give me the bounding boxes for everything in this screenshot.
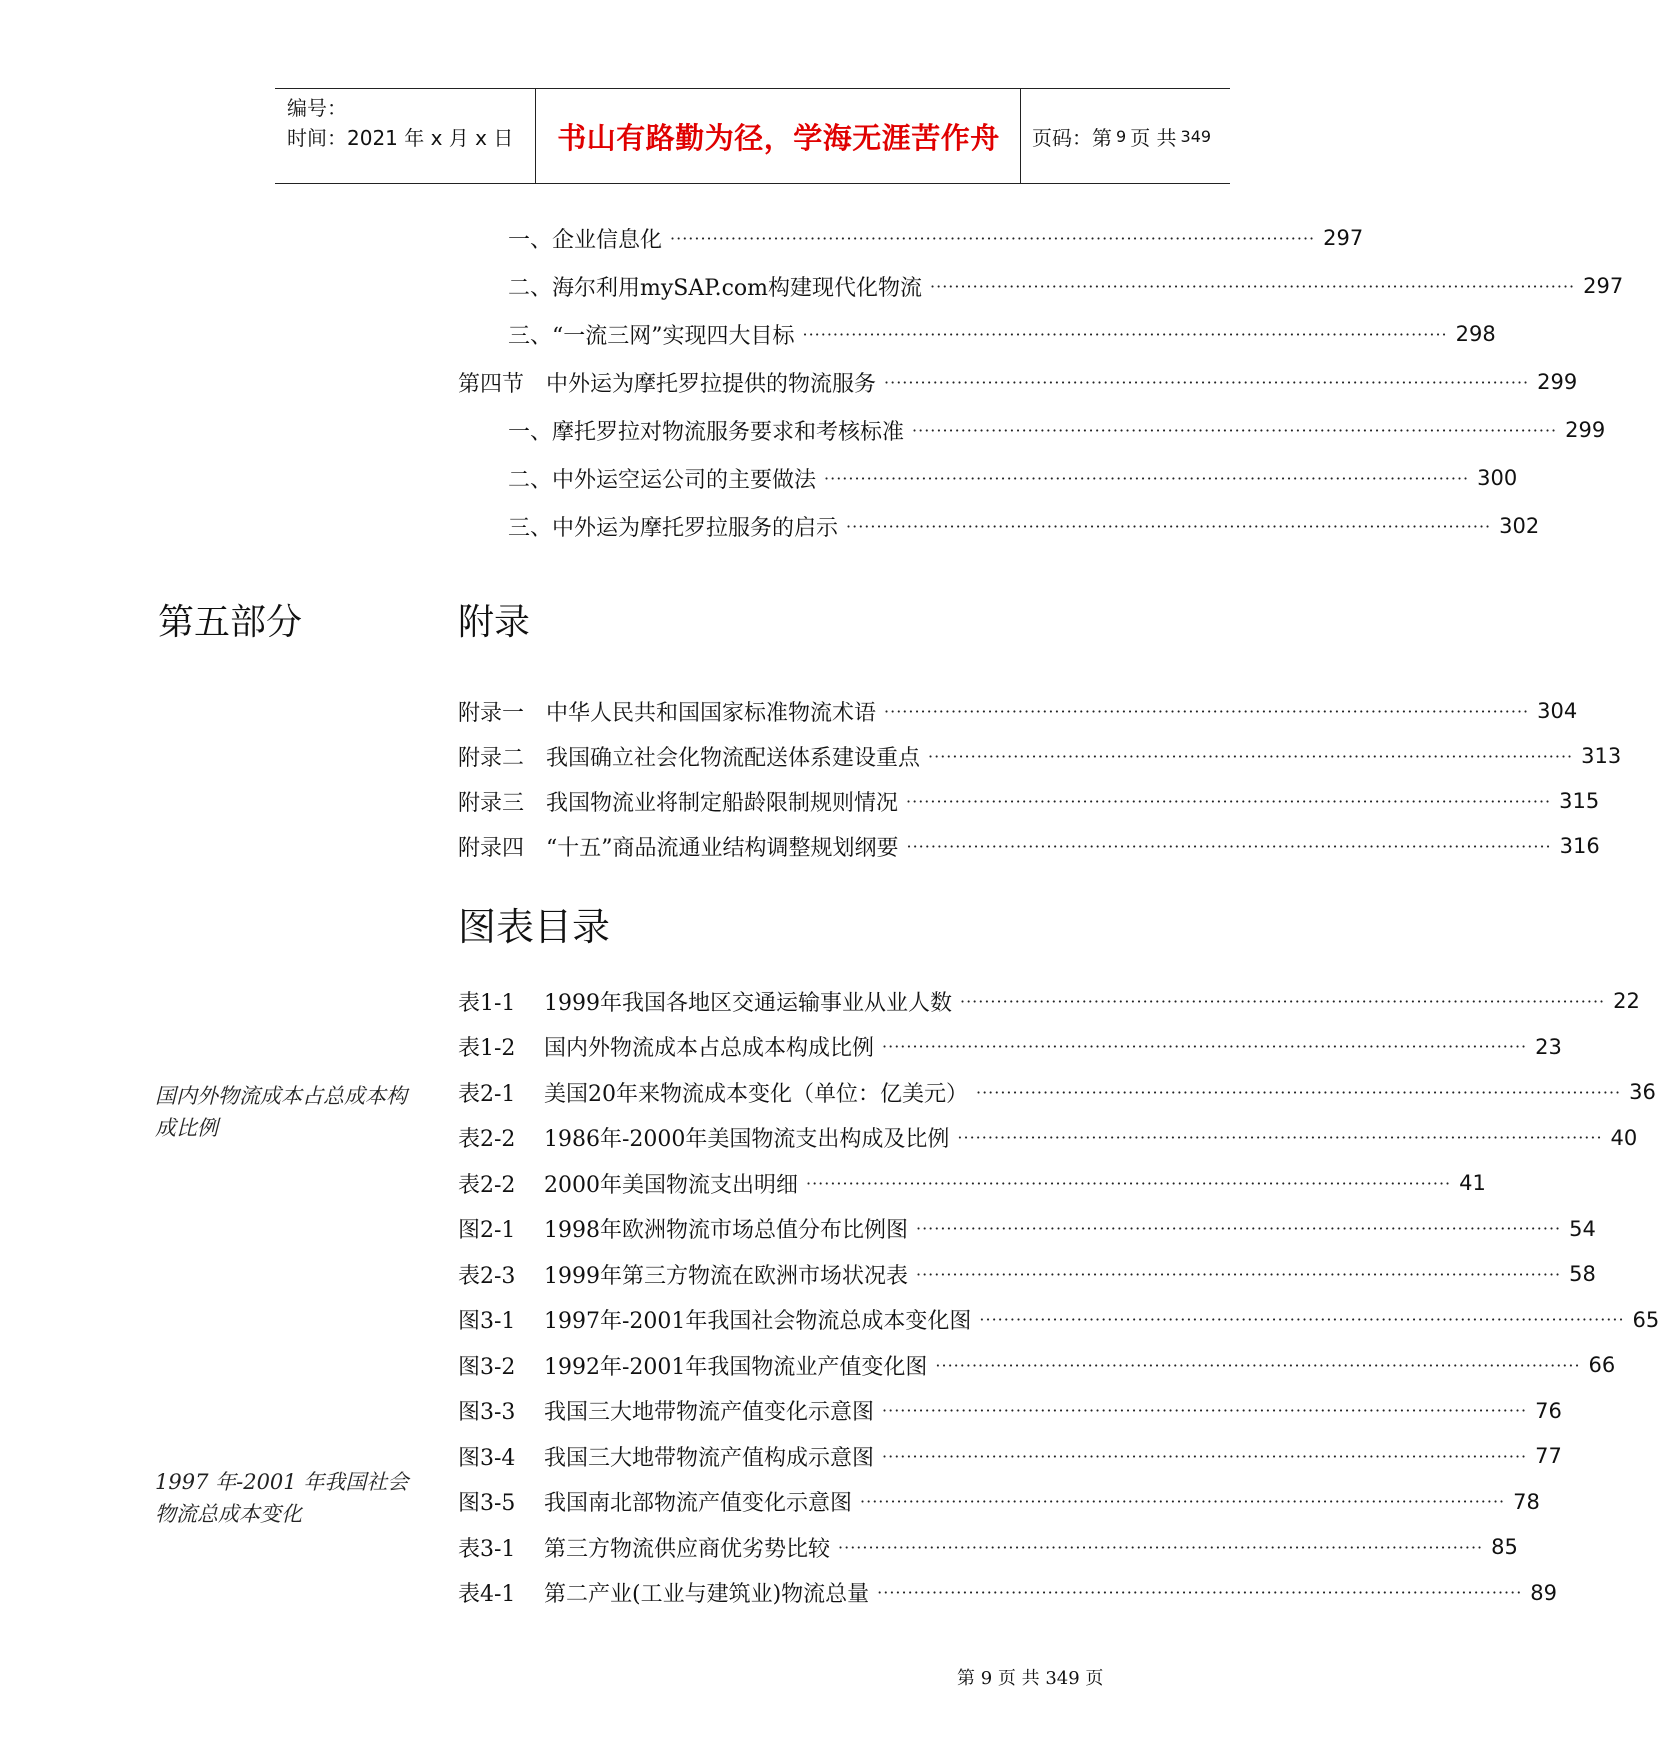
toc-leader: ·········································································································· xyxy=(824,468,1470,488)
figures-title: 图表目录 xyxy=(458,905,611,949)
toc-leader: ·········································································································· xyxy=(960,991,1606,1011)
margin-note: 国内外物流成本占总成本构成比例 xyxy=(155,1084,407,1140)
toc-entry[interactable] xyxy=(508,509,1540,543)
figure-label: 1986年-2000年美国物流支出构成及比例 xyxy=(544,1127,950,1152)
toc-leader: ·········································································································· xyxy=(806,1173,1452,1193)
figure-entry[interactable] xyxy=(458,1212,1596,1246)
appendix-entry-label: 附录三 我国物流业将制定船龄限制规则情况 xyxy=(458,790,899,816)
figure-entry[interactable] xyxy=(458,1166,1486,1200)
toc-entry-label: 一、企业信息化 xyxy=(508,227,663,253)
figure-code: 图3-1 xyxy=(458,1309,516,1334)
figure-page: 23 xyxy=(1535,1034,1562,1059)
toc-entry-label: 二、海尔利用mySAP.com构建现代化物流 xyxy=(508,275,923,301)
figure-code: 图3-3 xyxy=(458,1400,516,1425)
figure-label: 美国20年来物流成本变化（单位：亿美元） xyxy=(544,1081,968,1107)
toc-leader: ·········································································································· xyxy=(838,1537,1484,1557)
figure-code: 表4-1 xyxy=(458,1582,516,1607)
toc-entry-page: 299 xyxy=(1537,370,1578,394)
figure-page: 40 xyxy=(1610,1125,1638,1150)
toc-leader: ·········································································································· xyxy=(860,1492,1506,1511)
toc-entry-label: 第四节 中外运为摩托罗拉提供的物流服务 xyxy=(458,371,877,397)
toc-leader: ·········································································································· xyxy=(884,701,1530,721)
figure-label: 1992年-2001年我国物流业产值变化图 xyxy=(544,1354,928,1380)
toc-leader: ·········································································································· xyxy=(877,1583,1523,1602)
appendix-entry[interactable] xyxy=(458,694,1578,728)
figure-label: 第二产业(工业与建筑业)物流总量 xyxy=(544,1582,870,1607)
toc-leader: ·········································································································· xyxy=(882,1037,1528,1056)
figure-label: 我国三大地带物流产值构成示意图 xyxy=(544,1445,875,1471)
figure-code: 表1-2 xyxy=(458,1036,516,1061)
toc-leader: ·········································································································· xyxy=(906,836,1552,856)
figure-entry[interactable] xyxy=(458,1075,1656,1109)
figure-entry[interactable] xyxy=(458,1257,1596,1291)
header-divider xyxy=(1020,89,1021,183)
page-header xyxy=(275,88,1230,184)
figure-page: 66 xyxy=(1588,1353,1616,1377)
toc-leader: ·········································································································· xyxy=(882,1446,1528,1466)
page-footer: 第 9 页 共 349 页 xyxy=(957,1668,1104,1689)
toc-leader: ·········································································································· xyxy=(882,1401,1528,1420)
toc-entry[interactable] xyxy=(508,461,1518,495)
appendix-entry-label: 附录一 中华人民共和国国家标准物流术语 xyxy=(458,700,877,726)
toc-leader: ·········································································································· xyxy=(884,372,1530,392)
toc-entry[interactable] xyxy=(458,365,1578,399)
figure-page: 41 xyxy=(1459,1171,1486,1195)
figure-entry[interactable] xyxy=(458,1394,1562,1428)
figure-label: 1999年第三方物流在欧洲市场状况表 xyxy=(544,1263,908,1289)
figure-label: 第三方物流供应商优劣势比较 xyxy=(544,1536,831,1562)
toc-leader: ·········································································································· xyxy=(906,791,1552,811)
figure-code: 表2-3 xyxy=(458,1263,516,1289)
toc-leader: ·········································································································· xyxy=(930,276,1576,296)
figure-entry[interactable] xyxy=(458,1576,1558,1610)
appendix-entry-label: 附录二 我国确立社会化物流配送体系建设重点 xyxy=(458,745,921,771)
header-meta xyxy=(287,93,527,153)
figure-code: 表1-1 xyxy=(458,990,516,1016)
margin-note: 1997 年-2001 年我国社会物流总成本变化 xyxy=(155,1470,409,1526)
figure-entry[interactable] xyxy=(458,1485,1540,1519)
figure-code: 图3-2 xyxy=(458,1354,516,1380)
header-page-num: 9 xyxy=(1116,126,1127,146)
figure-code: 图3-5 xyxy=(458,1491,516,1516)
part-label: 第五部分 xyxy=(158,602,303,643)
figure-entry[interactable] xyxy=(458,1030,1562,1064)
toc-entry-page: 297 xyxy=(1323,226,1364,250)
header-page-total: 349 xyxy=(1180,126,1212,146)
figure-code: 图2-1 xyxy=(458,1218,516,1243)
toc-entry-page: 300 xyxy=(1477,466,1518,490)
toc-entry-page: 299 xyxy=(1565,418,1606,442)
toc-leader: ·········································································································· xyxy=(957,1128,1603,1147)
appendix-entry-page: 315 xyxy=(1559,789,1600,813)
toc-leader: ·········································································································· xyxy=(916,1264,1562,1284)
toc-entry-label: 三、“一流三网”实现四大目标 xyxy=(508,323,795,349)
figure-page: 76 xyxy=(1535,1398,1562,1423)
header-page-info xyxy=(1032,89,1230,183)
figure-page: 78 xyxy=(1513,1489,1540,1514)
toc-leader: ·········································································································· xyxy=(916,1219,1562,1238)
figure-code: 表2-2 xyxy=(458,1127,516,1152)
figure-code: 表2-2 xyxy=(458,1172,516,1198)
toc-entry-page: 297 xyxy=(1583,274,1624,298)
toc-leader: ·········································································································· xyxy=(912,420,1558,440)
appendix-entry[interactable] xyxy=(458,829,1600,863)
figure-label: 2000年美国物流支出明细 xyxy=(544,1172,798,1198)
figure-entry[interactable] xyxy=(458,1121,1638,1155)
appendix-entry[interactable] xyxy=(458,739,1622,773)
appendix-entry-label: 附录四 “十五”商品流通业结构调整规划纲要 xyxy=(458,835,899,861)
appendix-entry[interactable] xyxy=(458,784,1600,818)
toc-entry[interactable] xyxy=(508,317,1496,351)
appendix-entry-page: 316 xyxy=(1559,834,1600,858)
toc-entry[interactable] xyxy=(508,269,1624,303)
figure-label: 我国南北部物流产值变化示意图 xyxy=(544,1491,853,1516)
figure-page: 65 xyxy=(1632,1307,1659,1332)
appendix-entry-page: 313 xyxy=(1581,744,1622,768)
figure-code: 表2-1 xyxy=(458,1081,516,1107)
header-page-prefix: 页码：第 xyxy=(1032,125,1112,150)
toc-entry-label: 三、中外运为摩托罗拉服务的启示 xyxy=(508,515,839,541)
figure-entry[interactable] xyxy=(458,1303,1659,1337)
figure-page: 54 xyxy=(1569,1216,1596,1241)
toc-leader: ·········································································································· xyxy=(670,228,1316,248)
figure-code: 表3-1 xyxy=(458,1536,516,1562)
figure-page: 77 xyxy=(1535,1444,1562,1468)
toc-leader: ·········································································································· xyxy=(846,516,1492,536)
toc-entry[interactable] xyxy=(508,413,1606,447)
header-divider xyxy=(535,89,536,183)
figure-label: 1998年欧洲物流市场总值分布比例图 xyxy=(544,1218,908,1243)
toc-leader: ·········································································································· xyxy=(976,1082,1622,1102)
toc-leader: ·········································································································· xyxy=(802,324,1448,344)
toc-entry[interactable] xyxy=(508,221,1364,255)
figure-label: 我国三大地带物流产值变化示意图 xyxy=(544,1400,875,1425)
figure-page: 36 xyxy=(1629,1080,1656,1104)
toc-leader: ·········································································································· xyxy=(935,1355,1581,1375)
appendix-entry-page: 304 xyxy=(1537,699,1578,723)
figure-entry[interactable] xyxy=(458,1348,1616,1382)
figure-page: 58 xyxy=(1569,1262,1596,1286)
figure-page: 85 xyxy=(1491,1535,1518,1559)
header-time-label: 时间：2021 年 x 月 x 日 xyxy=(287,126,514,150)
toc-leader: ·········································································································· xyxy=(928,746,1574,766)
toc-entry-label: 二、中外运空运公司的主要做法 xyxy=(508,467,817,493)
toc-entry-page: 302 xyxy=(1499,514,1540,538)
figure-entry[interactable] xyxy=(458,984,1640,1018)
figure-page: 22 xyxy=(1613,989,1640,1013)
figure-page: 89 xyxy=(1530,1580,1558,1605)
figure-label: 1999年我国各地区交通运输事业从业人数 xyxy=(544,990,952,1016)
figure-label: 1997年-2001年我国社会物流总成本变化图 xyxy=(544,1309,972,1334)
header-page-mid: 页 共 xyxy=(1130,125,1177,150)
toc-entry-page: 298 xyxy=(1455,322,1496,346)
header-motto: 书山有路勤为径，学海无涯苦作舟 xyxy=(557,120,1000,155)
toc-entry-label: 一、摩托罗拉对物流服务要求和考核标准 xyxy=(508,419,905,445)
toc-leader: ·········································································································· xyxy=(979,1310,1625,1329)
figure-entry[interactable] xyxy=(458,1530,1518,1564)
figure-label: 国内外物流成本占总成本构成比例 xyxy=(544,1036,875,1061)
header-number-label: 编号： xyxy=(287,96,347,120)
part-title: 附录 xyxy=(458,602,531,643)
figure-entry[interactable] xyxy=(458,1439,1562,1473)
figure-code: 图3-4 xyxy=(458,1445,516,1471)
